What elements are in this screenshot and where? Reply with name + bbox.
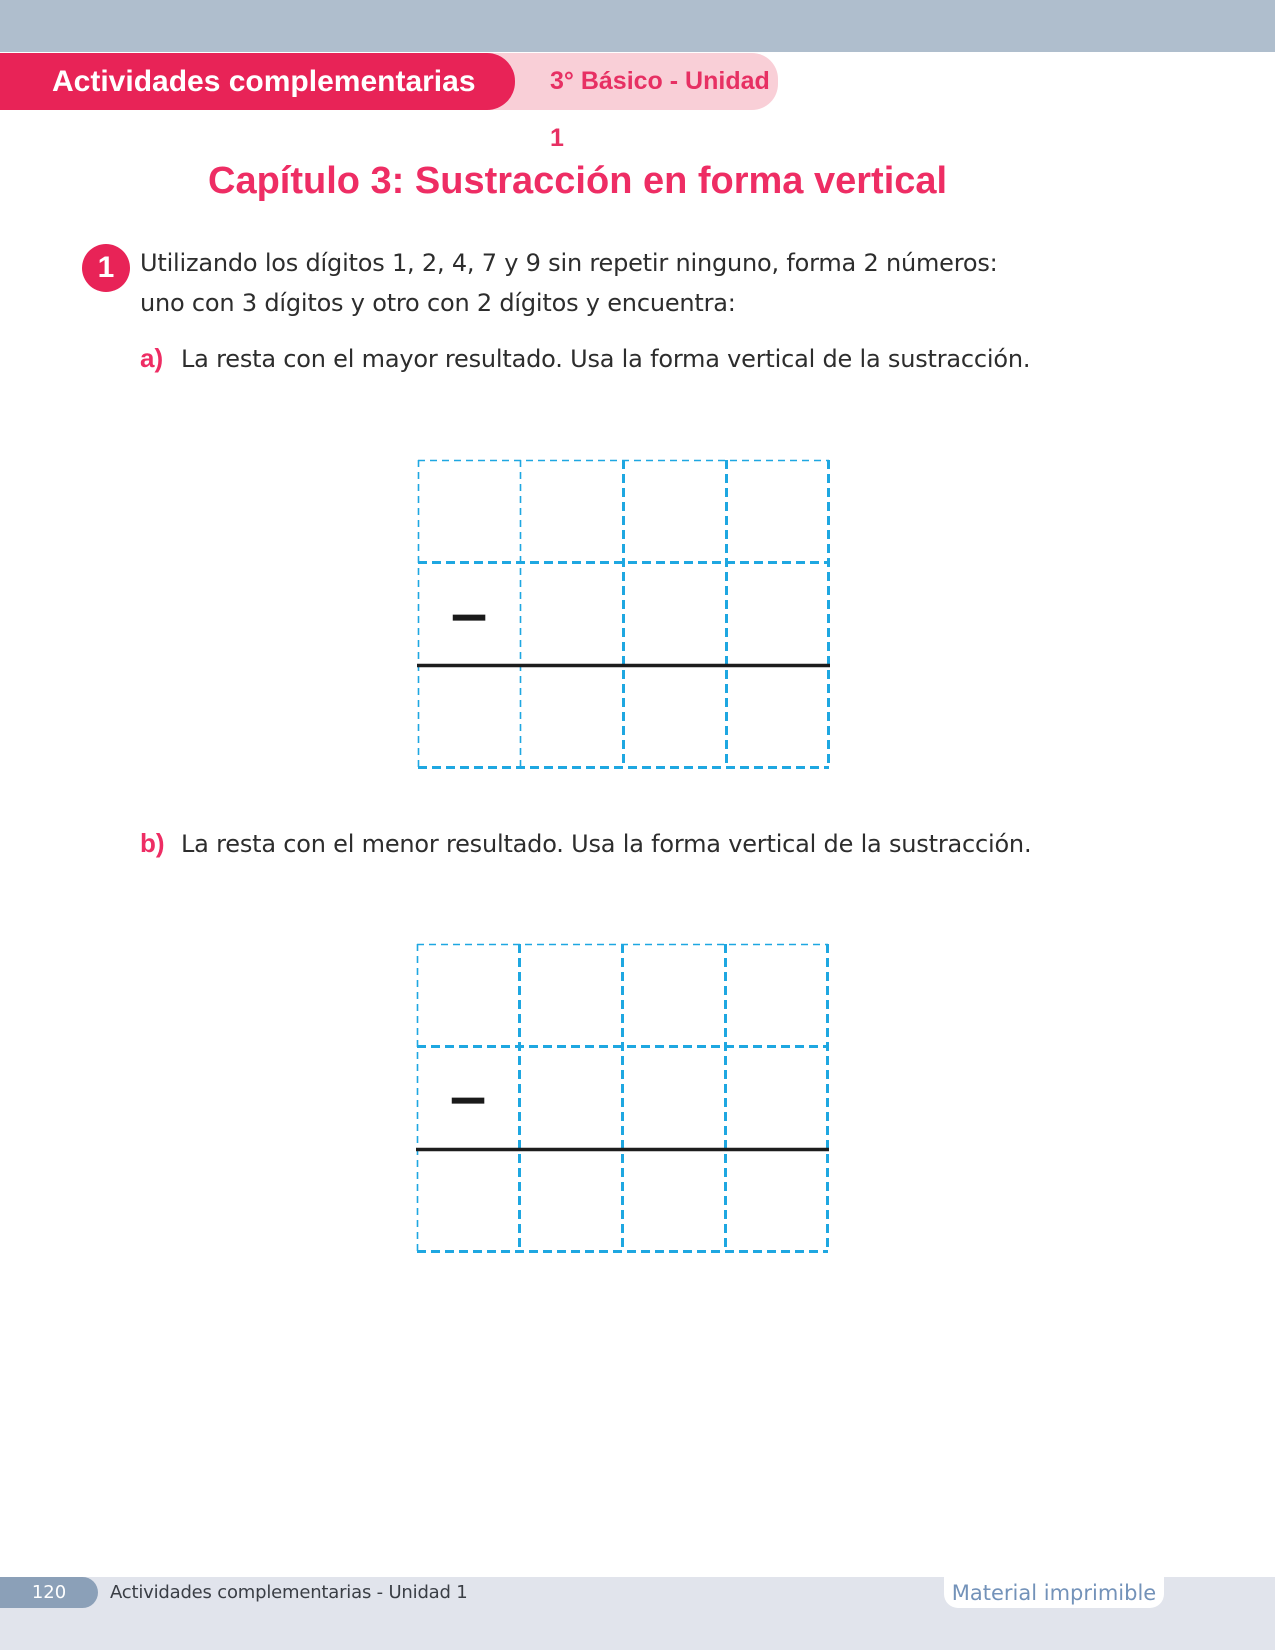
section-banner [0, 53, 515, 110]
footer-left-text: Actividades complementarias - Unidad 1 [110, 1582, 468, 1603]
page-number-badge: 120 [0, 1577, 98, 1608]
exercise-number-badge: 1 [82, 244, 130, 292]
section-title: Actividades complementarias [52, 65, 476, 98]
page-title: Capítulo 3: Sustracción en forma vertical [208, 160, 948, 202]
part-a-text: La resta con el mayor resultado. Usa la forma vertical de la sustracción. [181, 345, 1031, 373]
exercise-statement [140, 243, 1100, 323]
minus-sign-a: − [447, 587, 491, 647]
printable-material-tab: Material imprimible [944, 1577, 1164, 1608]
part-b-label: b) [140, 828, 165, 858]
part-b-text: La resta con el menor resultado. Usa la forma vertical de la sustracción. [181, 830, 1032, 858]
top-gray-bar [0, 0, 1275, 52]
unit-tab [470, 53, 778, 152]
unit-label: 3° Básico - Unidad 1 [550, 67, 770, 152]
part-a-label: a) [140, 343, 164, 373]
minus-sign-b: − [446, 1070, 490, 1130]
statement-line-1: Utilizando los dígitos 1, 2, 4, 7 y 9 sin repetir ninguno, forma 2 números: [140, 249, 998, 277]
statement-line-2: uno con 3 dígitos y otro con 2 dígitos y encuentra: [140, 289, 736, 317]
